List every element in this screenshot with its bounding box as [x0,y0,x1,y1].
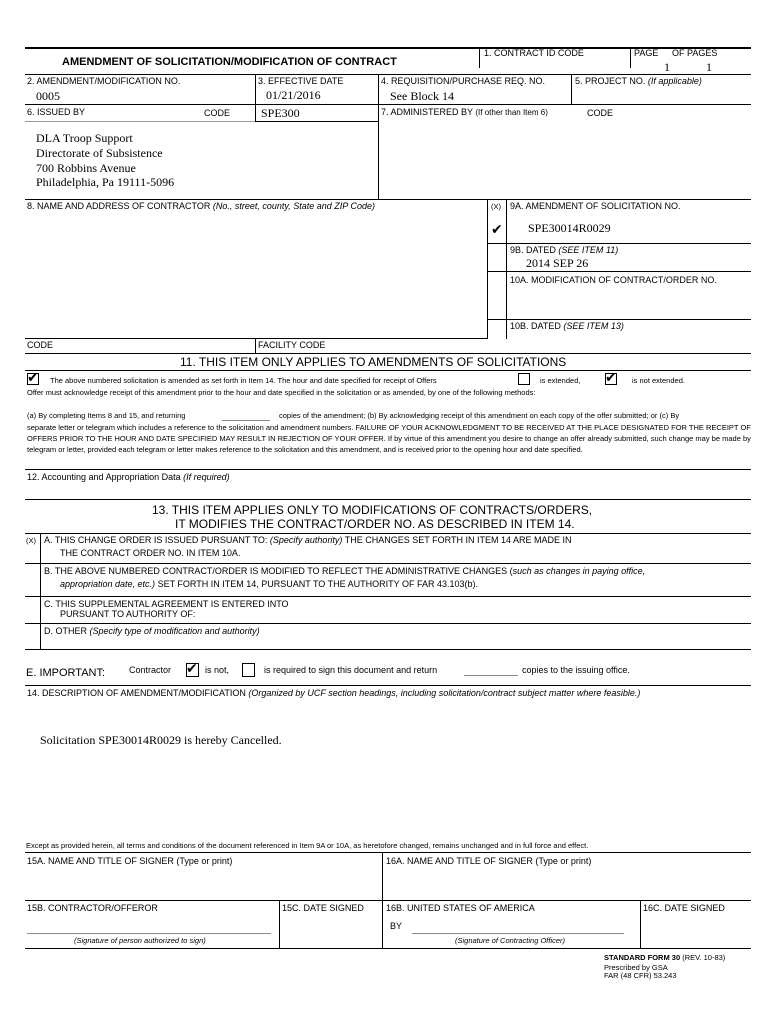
facility-code-label: FACILITY CODE [258,340,326,350]
page-label: PAGE [634,48,659,58]
section-13-title-1: 13. THIS ITEM APPLIES ONLY TO MODIFICATIONS OF CONTRACTS/ORDERS, [152,503,593,517]
date-signed-15c-label: 15C. DATE SIGNED [282,903,364,913]
signature-person-label: (Signature of person authorized to sign) [74,936,206,945]
checkmark-icon: ✔ [186,661,198,677]
checkmark-icon: ✔ [27,370,39,386]
dated-9b-label: 9B. DATED (SEE ITEM 11) [510,245,619,255]
issued-by-line-1: DLA Troop Support [36,131,133,145]
project-no-label: 5. PROJECT NO. (If applicable) [575,76,702,86]
x-label-9a: (X) [491,202,501,211]
extended-checkbox[interactable] [518,373,530,385]
amendment-no-value: 0005 [36,89,60,103]
requisition-value: See Block 14 [390,89,454,103]
of-pages-label: OF PAGES [672,48,718,58]
section-11-para-a: (a) By completing Items 8 and 15, and returning [27,411,186,420]
administered-by-label: 7. ADMINISTERED BY (If other than Item 6) [381,107,548,117]
amendment-solicitation-label: 9A. AMENDMENT OF SOLICITATION NO. [510,201,681,211]
section-11-para-b: copies of the amendment; (b) By acknowledging receipt of this amendment on each copy of the offer submitted; or (c) By [279,411,680,420]
far-label: FAR (48 CFR) 53.243 [604,971,677,980]
solicitation-no-value: SPE30014R0029 [528,221,611,235]
description-label: 14. DESCRIPTION OF AMENDMENT/MODIFICATION (Organized by UCF section headings, including solicitation/contract subject matter where feasible.) [27,688,641,698]
issued-by-code-value: SPE300 [261,106,300,120]
dated-10b-label: 10B. DATED (SEE ITEM 13) [510,321,624,331]
prescribed-label: Prescribed by GSA [604,963,668,972]
issued-by-label: 6. ISSUED BY [27,107,86,117]
checkmark-icon: ✔ [605,370,617,386]
section-13c-line-2: PURSUANT TO AUTHORITY OF: [60,609,196,619]
effective-date-label: 3. EFFECTIVE DATE [258,76,344,86]
contractor-name-label: 8. NAME AND ADDRESS OF CONTRACTOR (No., street, county, State and ZIP Code) [27,201,375,211]
contract-id-label: 1. CONTRACT ID CODE [484,48,584,58]
signer-15a-label: 15A. NAME AND TITLE OF SIGNER (Type or print) [27,856,233,866]
issued-by-code-label: CODE [204,108,231,118]
extended-label: is extended, [540,376,581,385]
officer-signature-line[interactable] [412,933,624,934]
section-13d: D. OTHER (Specify type of modification and authority) [44,626,260,636]
section-13-title-2: IT MODIFIES THE CONTRACT/ORDER NO. AS DESCRIBED IN ITEM 14. [175,517,575,531]
section-11-line-1: The above numbered solicitation is amended as set forth in Item 14. The hour and date specified for receipt of Offers [50,376,437,385]
section-11-paragraph: separate letter or telegram which includes a reference to the solicitation and amendment numbers. FAILURE OF YOUR ACKNOWLEDGMENT TO BE RECEIVED AT THE PLACE DESIGNATED FOR THE RECEIPT OF OFFERS PRIOR TO THE HOUR AND DATE SPECIFIED MAY RESULT IN REJECTION OF YOUR OFFER. If by virtue of this amendment you desire to change an offer already submitted, such change may be made by telegram or letter, provided each telegram or letter makes reference to the solicitation and this amendment, and is received prior to the opening hour and date specified. [27,423,751,454]
date-signed-16c-label: 16C. DATE SIGNED [643,903,725,913]
section-13a: A. THIS CHANGE ORDER IS ISSUED PURSUANT TO: (Specify authority) THE CHANGES SET FORTH IN ITEM 14 ARE MADE IN [44,535,572,545]
is-required-checkbox[interactable] [242,663,255,677]
standard-form-label: STANDARD FORM 30 (REV. 10-83) [604,953,726,962]
dated-9b-value: 2014 SEP 26 [526,256,589,270]
signer-16a-label: 16A. NAME AND TITLE OF SIGNER (Type or print) [386,856,592,866]
effective-date-value: 01/21/2016 [266,88,321,102]
section-13c-line-1: C. THIS SUPPLEMENTAL AGREEMENT IS ENTERED INTO [44,599,289,609]
requisition-label: 4. REQUISITION/PURCHASE REQ. NO. [381,76,546,86]
is-required-label: is required to sign this document and return [264,665,438,675]
by-label: BY [390,921,403,931]
modification-contract-label: 10A. MODIFICATION OF CONTRACT/ORDER NO. [510,275,717,285]
section-11-title: 11. THIS ITEM ONLY APPLIES TO AMENDMENTS OF SOLICITATIONS [180,355,567,369]
signature-officer-label: (Signature of Contracting Officer) [455,936,566,945]
usa-16b-label: 16B. UNITED STATES OF AMERICA [386,903,535,913]
contractor-signature-line[interactable] [27,933,271,934]
issued-by-line-3: 700 Robbins Avenue [36,161,136,175]
except-text: Except as provided herein, all terms and conditions of the document referenced in Item 9A or 10A, as heretofore changed, remains unchanged and in full force and effect. [26,841,589,850]
amendment-no-label: 2. AMENDMENT/MODIFICATION NO. [27,76,181,86]
issued-by-line-2: Directorate of Subsistence [36,146,163,160]
is-not-label: is not, [205,665,230,675]
important-label: E. IMPORTANT: [26,667,106,679]
section-11-line-2: Offer must acknowledge receipt of this amendment prior to the hour and date specified in the solicitation or as amended, by one of the following methods: [27,388,536,397]
accounting-label: 12. Accounting and Appropriation Data (If required) [27,472,230,482]
administered-by-code-label: CODE [587,108,614,118]
issued-by-line-4: Philadelphia, Pa 19111-5096 [36,175,175,189]
contractor-code-label: CODE [27,340,54,350]
pages-value: 1 [706,60,712,74]
section-13a-line-2: THE CONTRACT ORDER NO. IN ITEM 10A. [60,548,241,558]
x-label-13: (X) [26,536,36,545]
page-value: 1 [664,60,670,74]
contractor-label: Contractor [129,665,172,675]
section-13b: B. THE ABOVE NUMBERED CONTRACT/ORDER IS MODIFIED TO REFLECT THE ADMINISTRATIVE CHANGES (such as changes in paying office, [44,566,646,576]
not-extended-label: is not extended. [632,376,685,385]
description-value: Solicitation SPE30014R0029 is hereby Cancelled. [40,733,282,747]
checkmark-icon: ✔ [491,222,503,238]
section-13b-line-2: appropriation date, etc.) SET FORTH IN ITEM 14, PURSUANT TO THE AUTHORITY OF FAR 43.103(b). [60,579,478,589]
form-title: AMENDMENT OF SOLICITATION/MODIFICATION OF CONTRACT [62,56,397,68]
copies-label: copies to the issuing office. [522,665,630,675]
contractor-offeror-label: 15B. CONTRACTOR/OFFEROR [27,903,158,913]
